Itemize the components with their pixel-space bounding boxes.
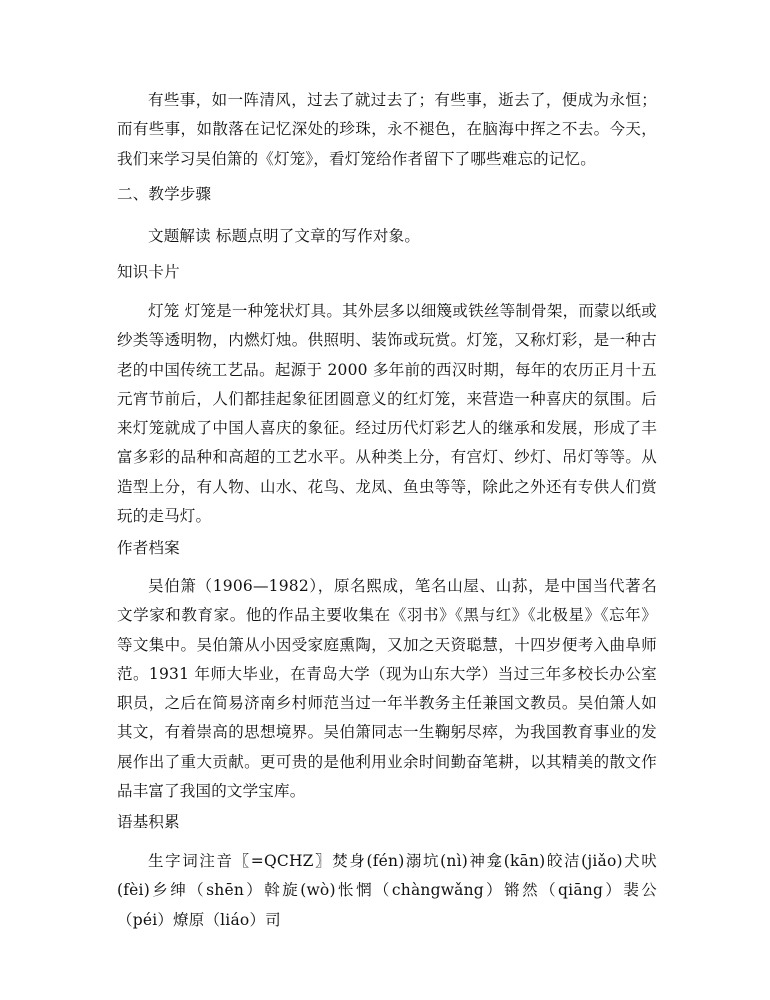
author-paragraph: 吴伯箫（1906—1982），原名熙成，笔名山屋、山荪，是中国当代著名文学家和教育家。他的作品主要收集在《羽书》《黑与红》《北极星》《忘年》等文集中。吴伯箫从小因受家庭熏陶，又加之天资聪慧，十四岁便考入曲阜师范。1931 年师大毕业，在青岛大学（现为山东大学）当过三年多校长办公室职员，之后在简易济南乡村师范当过一年半教务主任兼国文教员。吴伯箫人如其文，有着崇高的思想境界。吴伯箫同志一生鞠躬尽瘁，为我国教育事业的发展作出了重大贡献。更可贵的是他利用业余时间勤奋笔耕，以其精美的散文作品丰富了我国的文学宝库。	[117, 577, 657, 801]
section-heading-teaching-steps: 二、教学步骤	[117, 185, 212, 203]
intro-paragraph: 有些事，如一阵清风，过去了就过去了；有些事，逝去了，便成为永恒；而有些事，如散落在记忆深处的珍珠，永不褪色，在脑海中挥之不去。今天，我们来学习吴伯箫的《灯笼》，看灯笼给作者留下了哪些难忘的记忆。	[117, 91, 657, 168]
heading-knowledge-card: 知识卡片	[117, 263, 180, 281]
heading-author-profile: 作者档案	[117, 539, 180, 557]
vocabulary-paragraph: 生字词注音〖=QCHZ〗焚身(fén)溺坑(nì)神龛(kān)皎洁(jiǎo)犬吠(fèi)乡绅（shēn）斡旋(wò)怅惘（chàngwǎng）锵然（qiāng）裴公（péi）燎原（liáo）司	[117, 852, 657, 929]
title-reading-paragraph: 文题解读 标题点明了文章的写作对象。	[148, 227, 421, 245]
heading-vocabulary: 语基积累	[117, 813, 180, 831]
knowledge-card-paragraph: 灯笼 灯笼是一种笼状灯具。其外层多以细篾或铁丝等制骨架，而蒙以纸或纱类等透明物，内燃灯烛。供照明、装饰或玩赏。灯笼，又称灯彩，是一种古老的中国传统工艺品。起源于 2000 多年前的西汉时期，每年的农历正月十五元宵节前后，人们都挂起象征团圆意义的红灯笼，来营造一种喜庆的氛围。后来灯笼就成了中国人喜庆的象征。经过历代灯彩艺人的继承和发展，形成了丰富多彩的品种和高超的工艺水平。从种类上分，有宫灯、纱灯、吊灯等等。从造型上分，有人物、山水、花鸟、龙凤、鱼虫等等，除此之外还有专供人们赏玩的走马灯。	[117, 302, 657, 526]
